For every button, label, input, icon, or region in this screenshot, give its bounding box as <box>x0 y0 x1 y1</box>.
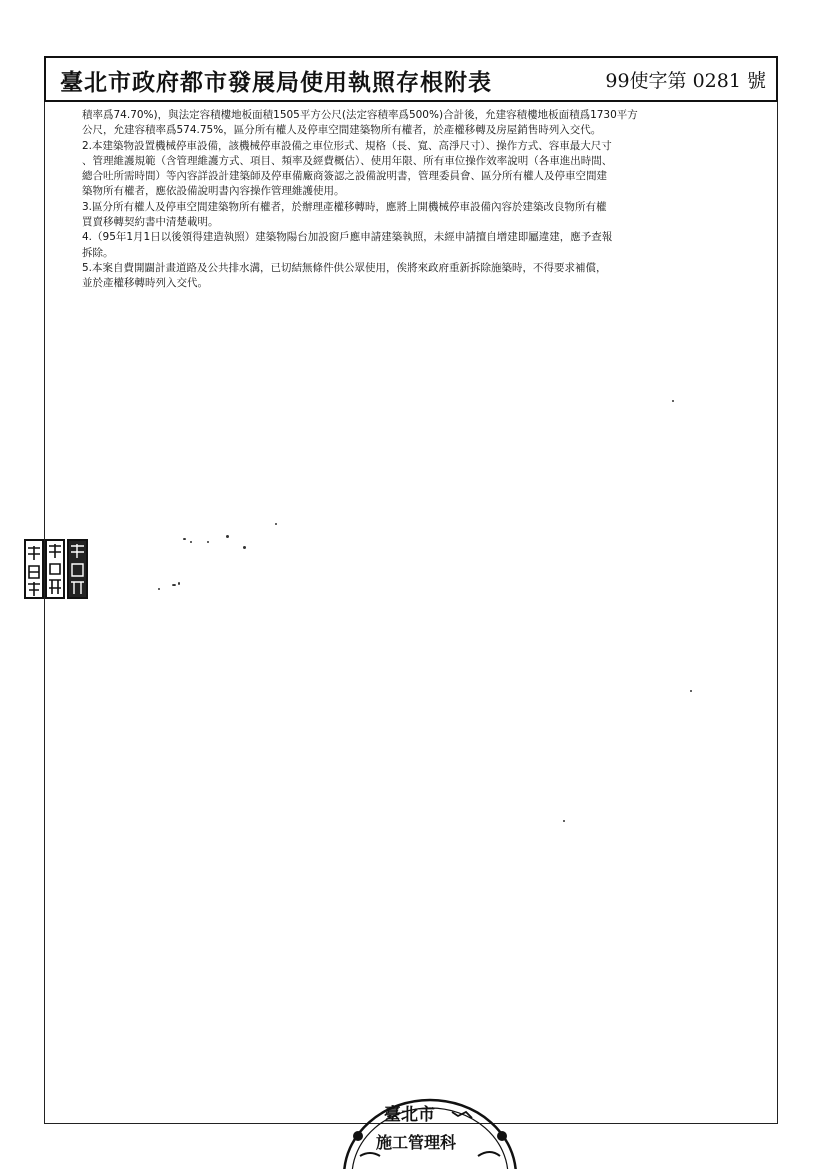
scan-speck <box>183 538 186 540</box>
note-line: 3.區分所有權人及停車空間建築物所有權者，於辦理產權移轉時，應將上開機械停車設備內容於建築改良物所有權 <box>82 200 607 213</box>
scan-speck <box>158 588 160 590</box>
scan-speck <box>563 820 565 822</box>
scan-speck <box>226 535 229 538</box>
note-line: 總合吐所需時間）等內容詳設計建築師及停車備廠商簽認之設備說明書，管理委員會、區分所有權人及停車空間建 <box>82 170 607 183</box>
official-side-stamp <box>24 538 88 600</box>
note-line: 拆除。 <box>82 246 114 259</box>
scan-speck <box>172 584 176 586</box>
scan-speck <box>672 400 674 402</box>
note-line: 築物所有權者，應依設備說明書內容操作管理維護使用。 <box>82 185 345 198</box>
scan-speck <box>275 523 277 525</box>
note-line: 並於產權移轉時列入交代。 <box>82 277 208 290</box>
note-line: 公尺，允建容積率爲574.75%，區分所有權人及停車空間建築物所有權者，於產權移轉及房屋銷售時列入交代。 <box>82 124 602 137</box>
note-line: 積率爲74.70%)，與法定容積樓地板面積1505平方公尺(法定容積率爲500%)合計後，允建容積樓地板面積爲1730平方 <box>82 109 638 121</box>
note-line: 4.（95年1月1日以後領得建造執照）建築物陽台加設窗戶應申請建築執照，未經申請擅自增建即屬違建，應予查報 <box>82 231 613 244</box>
scan-speck <box>178 582 180 585</box>
document-header <box>44 56 778 102</box>
notes-body <box>82 108 772 292</box>
note-line: 5.本案自費開闢計畫道路及公共排水溝，已切結無條件供公眾使用，俟將來政府重新拆除施築時，不得要求補償， <box>82 261 607 274</box>
document-title: 臺北市政府都市發展局使用執照存根附表 <box>60 69 492 96</box>
seal-line-2: 施工管理科 <box>376 1133 457 1152</box>
scan-speck <box>190 541 192 543</box>
seal-line-1: 臺北市 <box>384 1105 435 1125</box>
note-line: 、管理維護規範（含管理維護方式、項目、頻率及經費概估）、使用年限、所有車位操作效率說明（各車進出時間、 <box>82 154 613 167</box>
scan-speck <box>243 546 246 549</box>
scan-speck <box>207 541 209 543</box>
scan-speck <box>690 690 692 692</box>
note-line: 買賣移轉契約書中清楚載明。 <box>82 216 219 229</box>
official-bottom-seal <box>340 1084 520 1169</box>
note-line: 2.本建築物設置機械停車設備，該機械停車設備之車位形式、規格（長、寬、高淨尺寸）、操作方式、容車最大尺寸 <box>82 139 612 152</box>
permit-number: 99使字第 0281 號 <box>605 70 766 92</box>
